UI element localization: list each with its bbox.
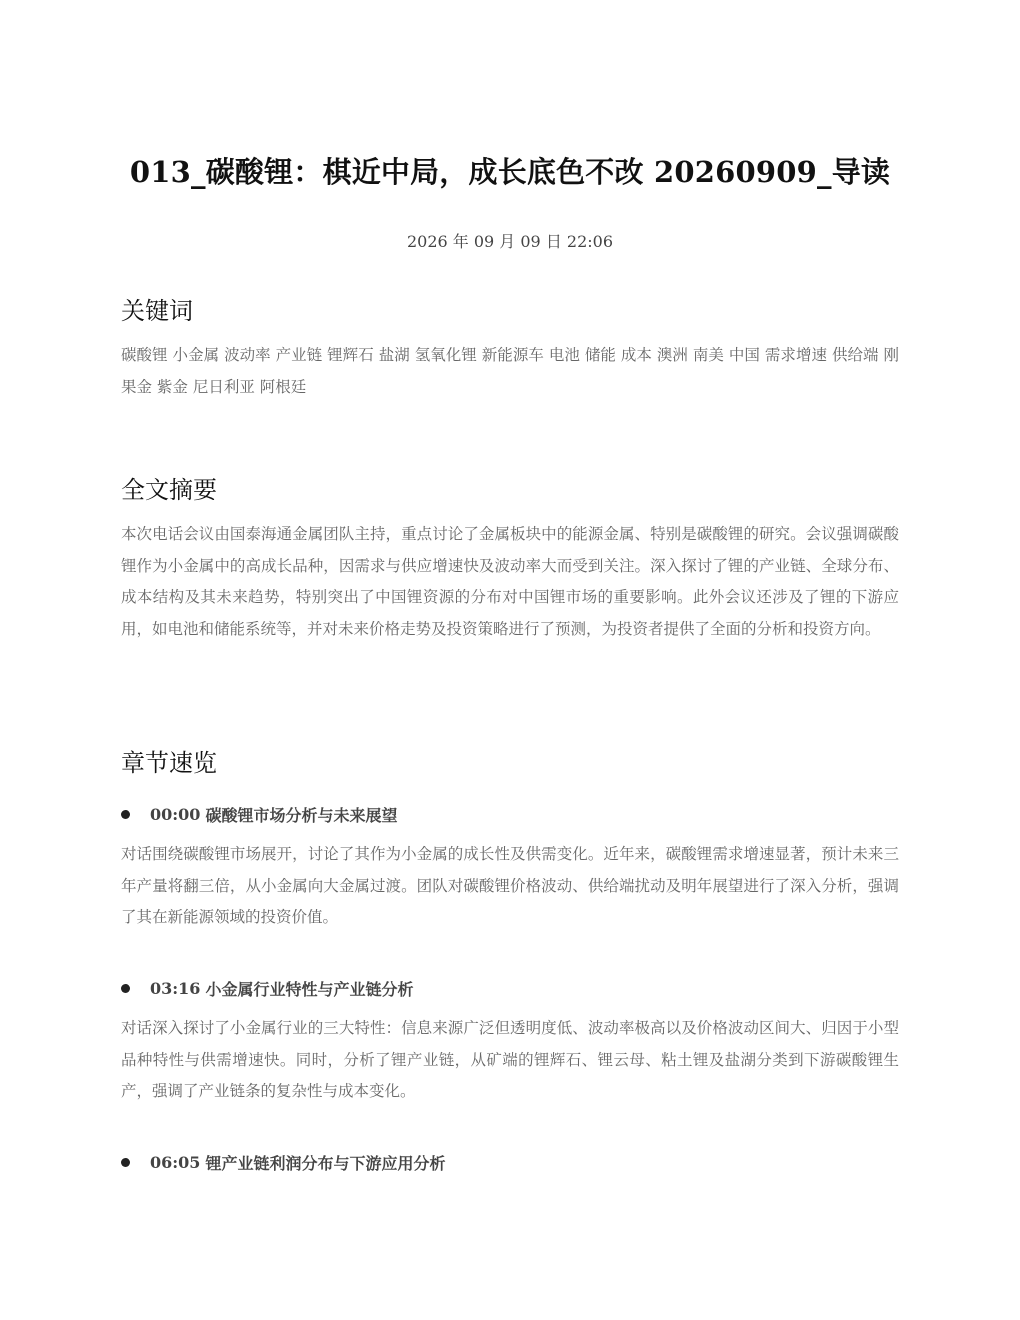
chapter-title: 锂产业链利润分布与下游应用分析 xyxy=(205,1154,446,1173)
chapter-item xyxy=(121,977,899,1000)
keywords-text: 碳酸锂 小金属 波动率 产业链 锂辉石 盐湖 氢氧化锂 新能源车 电池 储能 成本 澳洲 南美 中国 需求增速 供给端 刚果金 紫金 尼日利亚 阿根廷 xyxy=(121,346,899,396)
chapter-time: 06:05 xyxy=(150,1153,201,1172)
chapter-time: 00:00 xyxy=(150,805,201,824)
chapter-summary: 对话围绕碳酸锂市场展开，讨论了其作为小金属的成长性及供需变化。近年来，碳酸锂需求增速显著，预计未来三年产量将翻三倍，从小金属向大金属过渡。团队对碳酸锂价格波动、供给端扰动及明年展望进行了深入分析，强调了其在新能源领域的投资价值。 xyxy=(121,845,899,926)
chapter-time: 03:16 xyxy=(150,979,201,998)
chapter-title: 小金属行业特性与产业链分析 xyxy=(205,980,414,999)
bullet-icon xyxy=(121,984,130,993)
document-date: 2026 年 09 月 09 日 22:06 xyxy=(406,232,614,251)
summary-text: 本次电话会议由国泰海通金属团队主持，重点讨论了金属板块中的能源金属、特别是碳酸锂的研究。会议强调碳酸锂作为小金属中的高成长品种，因需求与供应增速快及波动率大而受到关注。深入探讨了锂的产业链、全球分布、成本结构及其未来趋势，特别突出了中国锂资源的分布对中国锂市场的重要影响。此外会议还涉及了锂的下游应用，如电池和储能系统等，并对未来价格走势及投资策略进行了预测，为投资者提供了全面的分析和投资方向。 xyxy=(121,525,899,638)
document-title: 013_碳酸锂：棋近中局，成长底色不改 20260909_导读 xyxy=(129,155,891,189)
chapters-heading: 章节速览 xyxy=(121,749,217,777)
summary-heading: 全文摘要 xyxy=(121,476,217,504)
bullet-icon xyxy=(121,810,130,819)
chapter-title: 碳酸锂市场分析与未来展望 xyxy=(205,806,398,825)
chapter-item xyxy=(121,803,899,826)
chapter-summary: 对话深入探讨了小金属行业的三大特性：信息来源广泛但透明度低、波动率极高以及价格波动区间大、归因于小型品种特性与供需增速快。同时，分析了锂产业链，从矿端的锂辉石、锂云母、粘土锂及盐湖分类到下游碳酸锂生产，强调了产业链条的复杂性与成本变化。 xyxy=(121,1019,899,1100)
keywords-heading: 关键词 xyxy=(121,297,193,325)
chapter-item xyxy=(121,1151,899,1174)
bullet-icon xyxy=(121,1158,130,1167)
